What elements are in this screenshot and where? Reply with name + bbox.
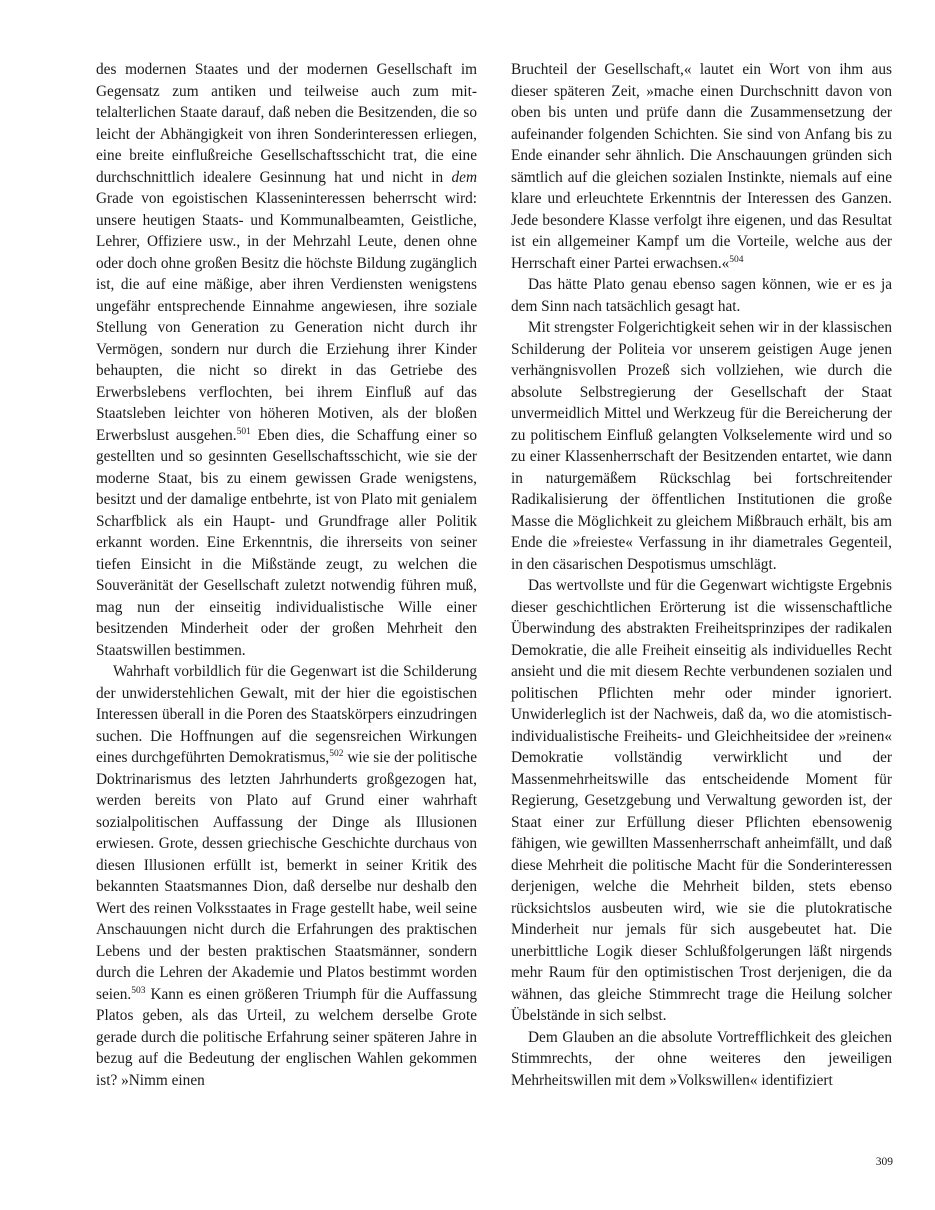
text-run: Eben dies, die Schaffung einer so gestellten und so gesinnten Gesellschaftsschicht, wie sie der moderne Staat, bis zu einem gewissen Grade wenigstens, besitzt und der damalige entbehrte, ist von Plato mit genialem Scharfblick als ein Haupt- und Grundfrage aller Politik erkannt worden. Eine Erkenntnis, die ihrerseits von seiner tiefen Einsicht in die Mißstände zeugt, zu welchen die Souveränität der Gesellschaft zuletzt notwendig führen muß, mag nun der einseitig individualistische Wille einer besitzenden Minderheit oder der großen Mehrheit den Staatswillen bestimmen. [96, 426, 477, 659]
paragraph: Das wertvollste und für die Gegenwart wichtigste Ergebnis dieser geschichtlichen Erörterung ist die wissenschaftliche Überwindung des abstrakten Freiheitsprinzipes der radikalen Demokratie, die alle Freiheit einseitig als individuelles Recht ansieht und die mit diesem Rechte verbundenen sozialen und politischen Pflichten mehr oder minder ignoriert. Unwiderleglich ist der Nachweis, daß da, wo die atomistisch-individualistische Freiheits- und Gleichheitsidee der »reinen« Demokratie vollständig verwirklicht und der Massenmehrheitswille das entscheidende Moment für Regierung, Gesetzgebung und Verwaltung geworden ist, der Staat einer zur Erfüllung dieser Pflichten ebensowenig fähigen, wie gewillten Massenherrschaft anheimfällt, und daß diese Mehrheit die politische Macht für die Sonderinteressen derjenigen, welche die Mehrheit bilden, stets ebenso rücksichtslos ausbeuten wird, wie sie die plutokratische Minderheit nur jemals für sich ausgebeutet hat. Die unerbittliche Logik dieser Schlußfolgerungen läßt nirgends mehr Raum für den optimistischen Trost derjenigen, die da wähnen, das gleiche Stimmrecht trage die Heilung solcher Übelstände in sich selbst. [511, 577, 892, 1024]
text-run: Wahrhaft vorbildlich für die Gegenwart ist die Schilderung der unwiderstehlichen Gewalt, mit der hier die egoistischen Interessen überall in die Poren des Staatskörpers einzudringen suchen. Die Hoffnungen auf die segensreichen Wirkungen eines durchgeführten Demokratismus, [96, 663, 477, 766]
footnote-marker: 502 [329, 749, 344, 759]
text-run: Grade von egoistischen Klasseninteressen beherrscht wird: unsere heutigen Staats- und Kommunalbeamten, Geistliche, Lehrer, Offiziere usw., in der Mehrzahl Leute, denen ohne oder doch ohne großen Besitz die höchste Bildung zugänglich ist, die auf eine mäßige, aber ihren Verdiensten wenigstens ungefähr entsprechende Einnahme angewiesen, ihre soziale Stellung von Generation zu Generation nicht durch ihr Vermögen, sondern nur durch die Erziehung ihrer Kinder behaupten, die nicht so direkt in das Getriebe des Erwerbslebens verflochten, bei ihrem Einfluß auf das Staatsleben leichter von höheren Motiven, als der bloßen Erwerbslust ausgehen. [96, 190, 477, 444]
paragraph [96, 661, 477, 1091]
paragraph: Dem Glauben an die absolute Vortrefflichkeit des gleichen Stimmrechts, der ohne weiteres den jeweiligen Mehrheitswillen mit dem »Volkswillen« identifiziert [511, 1028, 892, 1089]
text-run: Kann es einen größeren Triumph für die Auffassung Platos geben, als das Urteil, zu welchem derselbe Grote gerade durch die politische Erfahrung seiner späteren Jahre in bezug auf die Bedeutung der englischen Wahlen gekommen ist? »Nimm einen [96, 985, 477, 1089]
text-run: wie sie der politische Doktrinarismus des letzten Jahrhunderts großgezogen hat, werden bereits von Plato auf Grund einer wahrhaft sozialpolitischen Auffassung der Dinge als Illusionen erwiesen. Grote, dessen griechische Geschichte durchaus von diesen Illusionen erfüllt ist, bemerkt in seiner Kritik des bekannten Staatsmannes Dion, daß derselbe nur deshalb den Wert des reinen Volksstaates in Frage gestellt habe, weil seine Anschauungen nicht durch die Erfahrungen des praktischen Lebens und der besten praktischen Staatsmänner, sondern durch die Lehren der Akademie und Platos bestimmt worden seien. [96, 749, 477, 1003]
left-text-column [96, 59, 477, 1091]
paragraph: Das hätte Plato genau ebenso sagen können, wie er es ja dem Sinn nach tatsächlich gesagt hat. [511, 276, 892, 315]
paragraph [96, 59, 477, 661]
right-text-column [511, 59, 892, 1091]
text-run: des modernen Staates und der modernen Gesellschaft im Gegensatz zum antiken und teilweise auch zum mittelalterlichen Staate darauf, daß neben die Besitzenden, die so leicht der Abhängigkeit von ihren Sonderinteressen erliegen, eine breite einflußreiche Gesellschaftsschicht trat, die eine durchschnittlich idealere Gesinnung hat und nicht in [96, 61, 477, 186]
paragraph [511, 59, 892, 274]
emphasis: dem [451, 168, 477, 186]
footnote-marker: 504 [729, 254, 744, 265]
page-number: 309 [875, 1156, 893, 1168]
footnote-marker: 503 [131, 985, 146, 996]
paragraph: Mit strengster Folgerichtigkeit sehen wir in der klassischen Schilderung der Politeia vor unserem geistigen Auge jenen verhängnisvollen Prozeß sich vollziehen, wie durch die absolute Selbstregierung der Gesellschaft der Staat unvermeidlich Mittel und Werkzeug für die Bereicherung der zu politischem Einfluß gelangten Volkselemente wird und so zu einer Klassenherrschaft der Besitzenden entartet, wie dann in naturgemäßem Rückschlag bei fortschreitender Radikalisierung der öffentlichen Institutionen die große Masse die Möglichkeit zu gleichem Mißbrauch erhält, bis am Ende die »freieste« Verfassung in ihr diametrales Gegenteil, in den cäsarischen Despotismus umschlägt. [511, 319, 892, 573]
footnote-marker: 501 [236, 426, 251, 437]
text-run: Bruchteil der Gesellschaft,« lautet ein Wort von ihm aus dieser späteren Zeit, »mache einen Durchschnitt davon von oben bis unten und prüfe dann die Zusammensetzung der aufeinander folgenden Schichten. Sie sind von Anfang bis zu Ende einander sehr ähnlich. Die Anschauungen gründen sich sämtlich auf die gleichen sozialen Instinkte, niemals auf eine klare und erleuchtete Erkenntnis der Interessen des Ganzen. Jede besondere Klasse verfolgt ihre eigenen, und das Resultat ist ein allgemeiner Kampf um die Vorteile, welche aus der Herrschaft einer Partei erwachsen.« [511, 61, 892, 272]
